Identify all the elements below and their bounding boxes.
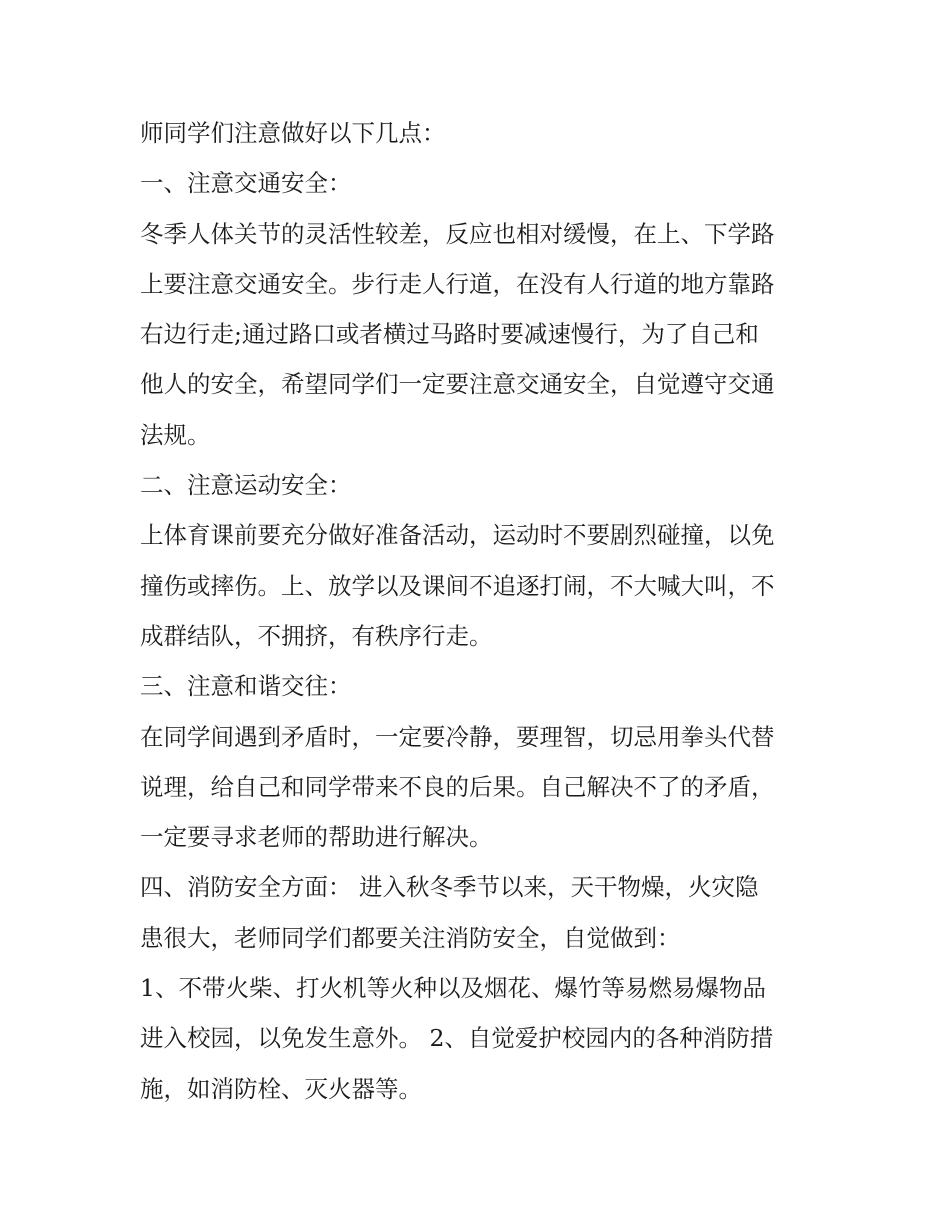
text-line: 成群结队，不拥挤，有秩序行走。: [140, 621, 493, 650]
text-line: 撞伤或摔伤。上、放学以及课间不追逐打闹，不大喊大叫，不: [140, 571, 775, 600]
section-heading-fire-safety: 四、消防安全方面： 进入秋冬季节以来，天干物燥，火灾隐: [140, 873, 759, 902]
text-line: 师同学们注意做好以下几点：: [140, 119, 446, 147]
text-line: 上体育课前要充分做好准备活动，运动时不要剧烈碰撞，以免: [140, 521, 775, 550]
text-line: 法规。: [140, 420, 211, 449]
section-heading-interaction: 三、注意和谐交往：: [140, 672, 352, 701]
list-item-line: 1、不带火柴、打火机等火种以及烟花、爆竹等易燃易爆物品: [140, 974, 766, 1003]
text-line: 上要注意交通安全。步行走人行道，在没有人行道的地方靠路: [140, 269, 775, 298]
text-line: 在同学间遇到矛盾时，一定要冷静，要理智，切忌用拳头代替: [140, 722, 775, 751]
text-line: 患很大，老师同学们都要关注消防安全，自觉做到：: [140, 923, 681, 952]
section-heading-sports: 二、注意运动安全：: [140, 471, 352, 500]
text-line: 一定要寻求老师的帮助进行解决。: [140, 823, 493, 852]
document-body: [140, 108, 820, 1114]
section-heading-traffic: 一、注意交通安全：: [140, 169, 352, 198]
text-line: 冬季人体关节的灵活性较差，反应也相对缓慢，在上、下学路: [140, 219, 775, 248]
text-line: 他人的安全，希望同学们一定要注意交通安全，自觉遵守交通: [140, 370, 775, 399]
text-line: 右边行走;通过路口或者横过马路时要减速慢行，为了自己和: [140, 320, 759, 349]
list-item-line: 进入校园，以免发生意外。 2、自觉爱护校园内的各种消防措: [140, 1024, 774, 1053]
text-line: 说理，给自己和同学带来不良的后果。自己解决不了的矛盾，: [140, 772, 775, 801]
list-item-line: 施，如消防栓、灭火器等。: [140, 1074, 422, 1103]
